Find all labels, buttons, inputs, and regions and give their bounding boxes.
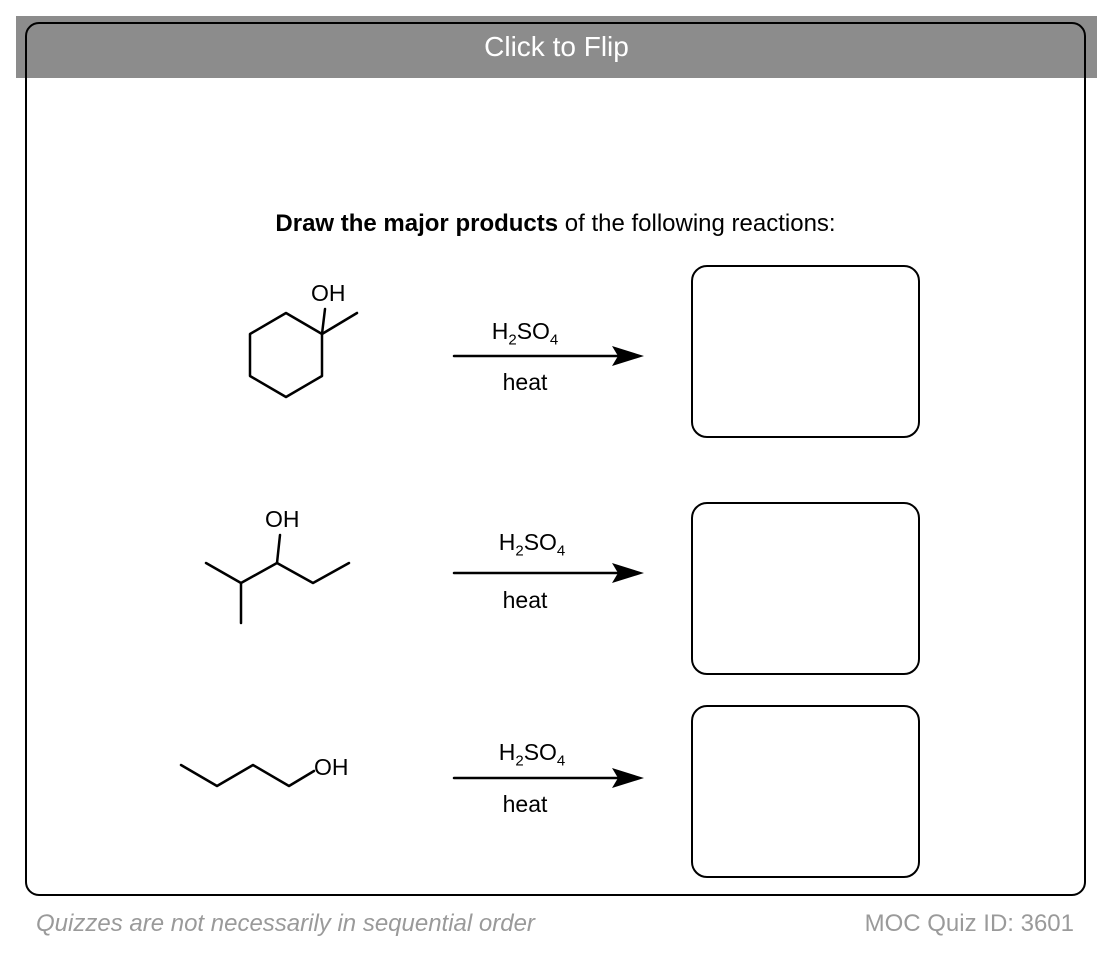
reagent-sub: 4 xyxy=(556,542,566,560)
reagent-so: SO xyxy=(516,318,550,344)
methyl-bond xyxy=(322,313,357,334)
reagent-h: H xyxy=(498,739,516,765)
reagent-h: H xyxy=(491,318,509,344)
sequence-disclaimer: Quizzes are not necessarily in sequential order xyxy=(36,910,535,937)
reagent-1 xyxy=(465,318,585,349)
carbon-chain-2 xyxy=(206,563,349,583)
answer-box-1[interactable] xyxy=(691,265,920,438)
reagent-sub: 2 xyxy=(515,752,524,770)
quiz-id: MOC Quiz ID: 3601 xyxy=(864,910,1074,937)
oh-label-2: OH xyxy=(265,506,300,532)
answer-box-3[interactable] xyxy=(691,705,920,878)
condition-1: heat xyxy=(502,369,548,395)
reagent-so: SO xyxy=(523,739,557,765)
reagent-sub: 4 xyxy=(556,752,566,770)
reagent-sub: 2 xyxy=(515,542,524,560)
instruction-rest: of the following reactions: xyxy=(558,210,836,237)
reagent-sub: 2 xyxy=(508,331,517,349)
reagent-3 xyxy=(472,739,592,770)
reagent-h: H xyxy=(498,529,516,555)
reagent-so: SO xyxy=(523,529,557,555)
oh-label-1: OH xyxy=(311,280,346,306)
condition-3: heat xyxy=(502,791,548,817)
answer-box-2[interactable] xyxy=(691,502,920,675)
oh-label-3: OH xyxy=(314,754,349,780)
cyclohexane-ring xyxy=(250,313,322,397)
oh-bond-1 xyxy=(322,309,325,334)
carbon-chain-3 xyxy=(181,765,314,786)
instruction-bold: Draw the major products xyxy=(275,210,559,237)
oh-bond-2 xyxy=(277,535,280,563)
reagent-sub: 4 xyxy=(549,331,559,349)
flip-label: Click to Flip xyxy=(484,31,629,62)
reagent-2 xyxy=(472,529,592,560)
condition-2: heat xyxy=(502,587,548,613)
